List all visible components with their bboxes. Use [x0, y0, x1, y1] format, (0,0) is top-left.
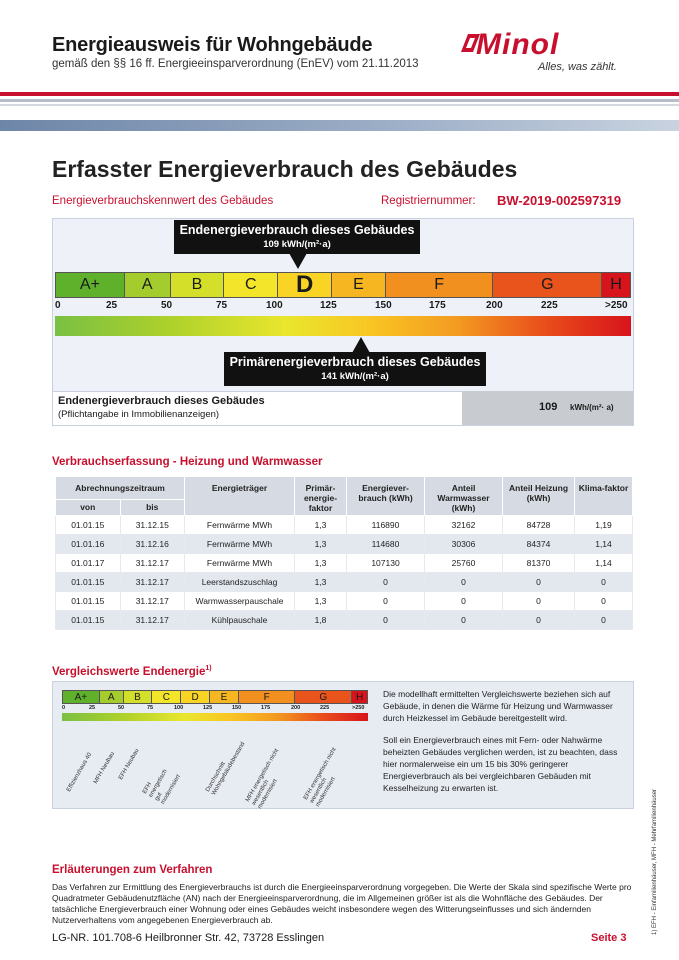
- cell-traeger: Leerstandszuschlag: [185, 573, 295, 592]
- label-efh-nicht-modernisiert-text: EFH energetisch nicht wesentlich modernisiert: [303, 746, 338, 808]
- erlaeuterungen-title: Erläuterungen zum Verfahren: [52, 864, 213, 876]
- primaerenergie-callout: [224, 352, 486, 386]
- th-warmwasser: Anteil Warmwasser (kWh): [425, 477, 503, 516]
- tick-200: 200: [486, 300, 503, 311]
- table-row: [56, 535, 633, 554]
- cell-bis: 31.12.17: [120, 611, 185, 630]
- pflichtangabe-note: (Pflichtangabe in Immobilienanzeigen): [58, 409, 220, 420]
- document-subtitle: gemäß den §§ 16 ff. Energieeinsparverordnung (EnEV) vom 21.11.2013: [52, 58, 419, 70]
- th-traeger: Energieträger: [185, 477, 295, 516]
- mini-tick: 50: [118, 705, 125, 711]
- kennwert-label: Energieverbrauchskennwert des Gebäudes: [52, 195, 274, 207]
- cell-warmwasser: 0: [425, 592, 503, 611]
- cell-verbrauch: 0: [347, 611, 425, 630]
- tick-125: 125: [320, 300, 337, 311]
- cell-bis: 31.12.15: [120, 516, 185, 535]
- mini-class-aplus: A+: [63, 691, 100, 703]
- endenergie-callout-title: Endenergieverbrauch dieses Gebäudes: [179, 223, 415, 237]
- mini-class-d: D: [181, 691, 210, 703]
- tick-25: 25: [106, 300, 118, 311]
- cell-bis: 31.12.16: [120, 535, 185, 554]
- cell-klima: 0: [575, 592, 633, 611]
- cell-heizung: 84374: [503, 535, 575, 554]
- class-a: A: [125, 273, 171, 297]
- mini-tick: 25: [89, 705, 96, 711]
- primaerenergie-pointer-icon: [352, 337, 370, 353]
- registration-number: BW-2019-002597319: [497, 193, 622, 208]
- cell-primaer: 1,3: [295, 554, 347, 573]
- footer-address: LG-NR. 101.708-6 Heilbronner Str. 42, 73728 Esslingen: [52, 932, 325, 944]
- cell-primaer: 1,3: [295, 573, 347, 592]
- mini-tick: 0: [62, 705, 66, 711]
- cell-warmwasser: 0: [425, 611, 503, 630]
- vergleich-footnote-mark: 1): [205, 665, 212, 672]
- energy-scale-ticks: [55, 298, 631, 312]
- verbrauch-table: [55, 476, 633, 630]
- cell-von: 01.01.16: [56, 535, 121, 554]
- header-stripe-gray: [0, 99, 679, 102]
- gradient-scale-bar: [55, 316, 631, 336]
- cell-heizung: 81370: [503, 554, 575, 573]
- class-e: E: [332, 273, 386, 297]
- tick-75: 75: [216, 300, 228, 311]
- mini-class-b: B: [124, 691, 153, 703]
- th-primaer: Primär-energie-faktor: [295, 477, 347, 516]
- label-effizienzhaus-40: Effizienzhaus 40: [66, 751, 94, 793]
- mini-tick: 225: [320, 705, 330, 711]
- class-g: G: [493, 273, 602, 297]
- cell-heizung: 0: [503, 573, 575, 592]
- header-stripe-blue: [0, 120, 679, 131]
- cell-klima: 0: [575, 611, 633, 630]
- class-b: B: [171, 273, 225, 297]
- class-f: F: [386, 273, 494, 297]
- endenergie-callout: [174, 220, 420, 254]
- cell-bis: 31.12.17: [120, 592, 185, 611]
- mini-class-scale: [62, 690, 368, 704]
- cell-heizung: 84728: [503, 516, 575, 535]
- endenergie-callout-value: 109 kWh/(m²·a): [263, 239, 331, 250]
- vergleich-text-1: Die modellhaft ermittelten Vergleichswerte beziehen sich auf Gebäude, in denen die Wärme für Heizung und Warmwasser durch Heizkessel im Gebäude bereitgestellt wird.: [383, 689, 613, 723]
- class-h: H: [602, 273, 630, 297]
- section-title: Erfasster Energieverbrauch des Gebäudes: [52, 156, 518, 182]
- page-number: Seite 3: [591, 932, 627, 944]
- table-row: [56, 516, 633, 535]
- cell-warmwasser: 30306: [425, 535, 503, 554]
- cell-von: 01.01.15: [56, 516, 121, 535]
- vergleich-title-text: Vergleichswerte Endenergie: [52, 665, 206, 678]
- pflichtangabe-title: Endenergieverbrauch dieses Gebäudes: [58, 395, 265, 407]
- label-mfh-neubau: MFH Neubau: [93, 751, 117, 785]
- logo-word: Minol: [476, 28, 560, 61]
- mini-tick: >250: [352, 705, 365, 711]
- class-aplus: A+: [56, 273, 125, 297]
- cell-traeger: Fernwärme MWh: [185, 535, 295, 554]
- mini-class-e: E: [210, 691, 239, 703]
- pflichtangabe-unit: kWh/(m²· a): [570, 403, 614, 412]
- tick-225: 225: [541, 300, 558, 311]
- th-zeitraum: Abrechnungszeitraum: [56, 477, 185, 500]
- cell-primaer: 1,3: [295, 592, 347, 611]
- cell-verbrauch: 116890: [347, 516, 425, 535]
- cell-heizung: 0: [503, 611, 575, 630]
- cell-von: 01.01.17: [56, 554, 121, 573]
- tick-175: 175: [429, 300, 446, 311]
- cell-heizung: 0: [503, 592, 575, 611]
- mini-class-f: F: [239, 691, 296, 703]
- class-c: C: [224, 273, 278, 297]
- mini-class-c: C: [152, 691, 181, 703]
- document-title: Energieausweis für Wohngebäude: [52, 34, 373, 56]
- table-row: [56, 611, 633, 630]
- class-d: D: [278, 273, 332, 297]
- mini-class-h: H: [352, 691, 367, 703]
- th-klima: Klima-faktor: [575, 477, 633, 516]
- primaerenergie-callout-value: 141 kWh/(m²·a): [321, 371, 389, 382]
- cell-klima: 0: [575, 573, 633, 592]
- cell-warmwasser: 32162: [425, 516, 503, 535]
- cell-primaer: 1,8: [295, 611, 347, 630]
- cell-verbrauch: 114680: [347, 535, 425, 554]
- table-row: [56, 592, 633, 611]
- label-durchschnitt-bestand-text: Durchschnitt Wohngebäudebestand: [205, 741, 247, 797]
- tick-0: 0: [55, 300, 61, 311]
- mini-tick: 125: [203, 705, 213, 711]
- cell-primaer: 1,3: [295, 516, 347, 535]
- cell-bis: 31.12.17: [120, 554, 185, 573]
- label-efh-neubau: EFH Neubau: [118, 747, 141, 781]
- mini-tick: 200: [291, 705, 301, 711]
- tick-250: >250: [605, 300, 628, 311]
- tick-150: 150: [375, 300, 392, 311]
- vergleich-text-2: Soll ein Energieverbrauch eines mit Fern- oder Nahwärme beheizten Gebäudes verglichen werden, ist zu beachten, dass hier normalerweise ein um 15 bis 30% geringerer Energieverbrauch als bei vergleichbaren Gebäuden mit Kesselheizung zu erwarten ist.: [383, 735, 618, 793]
- endenergie-pointer-icon: [289, 253, 307, 269]
- registration-label: Registriernummer:: [381, 195, 476, 207]
- mini-class-g: G: [295, 691, 352, 703]
- energy-class-scale: [55, 272, 631, 298]
- logo-slogan: Alles, was zählt.: [538, 61, 617, 73]
- tick-50: 50: [161, 300, 173, 311]
- cell-warmwasser: 0: [425, 573, 503, 592]
- cell-traeger: Warmwasserpauschale: [185, 592, 295, 611]
- th-verbrauch: Energiever-brauch (kWh): [347, 477, 425, 516]
- cell-von: 01.01.15: [56, 573, 121, 592]
- cell-bis: 31.12.17: [120, 573, 185, 592]
- cell-verbrauch: 0: [347, 592, 425, 611]
- cell-klima: 1,14: [575, 554, 633, 573]
- cell-von: 01.01.15: [56, 592, 121, 611]
- tick-100: 100: [266, 300, 283, 311]
- primaerenergie-callout-title: Primärenergieverbrauch dieses Gebäudes: [229, 355, 481, 369]
- cell-verbrauch: 107130: [347, 554, 425, 573]
- header-stripe-lightgray: [0, 104, 679, 106]
- cell-primaer: 1,3: [295, 535, 347, 554]
- vergleich-title: [52, 665, 212, 678]
- mini-scale-ticks: [62, 705, 368, 713]
- mini-tick: 175: [261, 705, 271, 711]
- mini-tick: 75: [147, 705, 154, 711]
- erlaeuterungen-text: Das Verfahren zur Ermittlung des Energieverbrauchs ist durch die Energieeinsparverordnung vorgegeben. Die Werte der Skala sind spezifische Werte pro Quadratmeter Gebäudenutzfläche (AN) nach der Energieeinsparverordnung, die im Allgemeinen größer ist als die Wohnfläche des Gebäudes. Der tatsächliche Energieverbrauch einer Wohnung oder eines Gebäudes weicht insbesondere wegen des Witterungseinflusses und sich ändernden Nutzerverhaltens vom angegebenen Energieverbrauch ab.: [52, 882, 632, 925]
- mini-tick: 100: [174, 705, 184, 711]
- cell-traeger: Kühlpauschale: [185, 611, 295, 630]
- table-row: [56, 554, 633, 573]
- cell-von: 01.01.15: [56, 611, 121, 630]
- mini-class-a: A: [100, 691, 124, 703]
- cell-klima: 1,14: [575, 535, 633, 554]
- cell-traeger: Fernwärme MWh: [185, 554, 295, 573]
- th-heizung: Anteil Heizung (kWh): [503, 477, 575, 516]
- pflichtangabe-value: 109: [539, 401, 558, 413]
- mini-gradient-bar: [62, 713, 368, 721]
- cell-verbrauch: 0: [347, 573, 425, 592]
- verbrauch-title: Verbrauchserfassung - Heizung und Warmwasser: [52, 456, 323, 468]
- mini-tick: 150: [232, 705, 242, 711]
- cell-klima: 1,19: [575, 516, 633, 535]
- header-stripe-red: [0, 92, 679, 96]
- cell-traeger: Fernwärme MWh: [185, 516, 295, 535]
- th-von: von: [56, 499, 121, 515]
- label-mfh-nicht-modernisiert-text: MFH energetisch nicht wesentlich modernisiert: [245, 748, 281, 810]
- th-bis: bis: [120, 499, 185, 515]
- label-efh-gut-modernisiert-text: EFH energetisch gut modernisiert: [142, 768, 182, 806]
- side-footnote: 1) EFH - Einfamilienhäuser, MFH - Mehrfamilienhäuser: [652, 788, 658, 935]
- table-row: [56, 573, 633, 592]
- cell-warmwasser: 25760: [425, 554, 503, 573]
